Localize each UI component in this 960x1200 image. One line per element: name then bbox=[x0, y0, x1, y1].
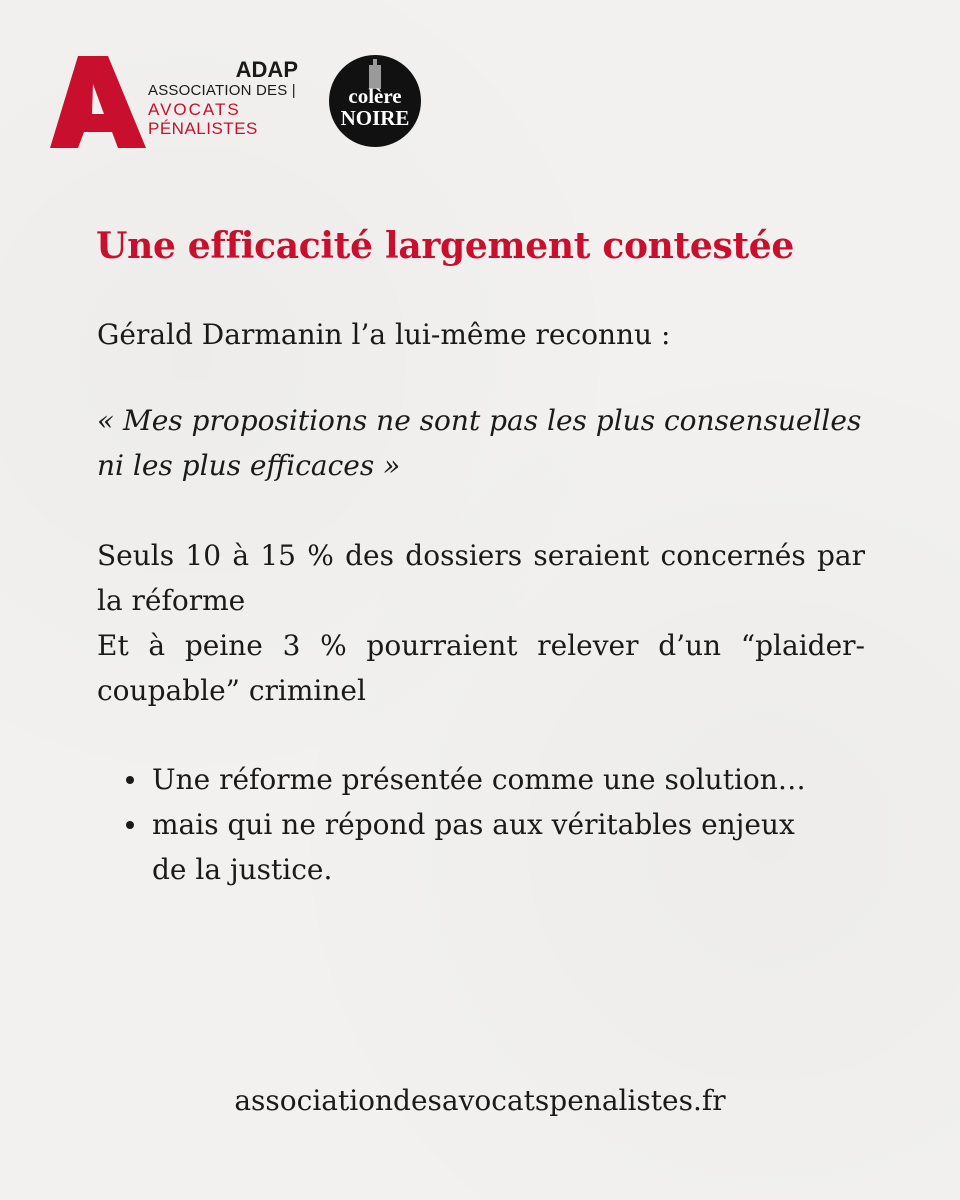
page-title: Une efficacité largement contestée bbox=[96, 225, 794, 267]
list-item bbox=[120, 757, 820, 802]
website-link[interactable]: associationdesavocatspenalistes.fr bbox=[234, 1084, 726, 1117]
bullet-text: Une réforme présentée comme une solution… bbox=[152, 763, 806, 796]
adap-logo bbox=[50, 56, 310, 146]
stats-line-2: Et à peine 3 % pourraient relever d’un “plaider-coupable” criminel bbox=[97, 629, 865, 707]
list-item bbox=[120, 802, 820, 892]
adap-logo-acronym: ADAP bbox=[235, 57, 298, 82]
bullet-icon bbox=[126, 776, 134, 784]
darmanin-quote: « Mes propositions ne sont pas les plus consensuelles ni les plus efficaces » bbox=[97, 404, 862, 482]
statistics-text bbox=[97, 533, 865, 713]
colere-noire-logo bbox=[329, 55, 421, 147]
bullet-list bbox=[120, 757, 820, 892]
adap-logo-line2: ASSOCIATION DES | bbox=[148, 82, 296, 99]
colere-noire-logo-line2: NOIRE bbox=[340, 106, 410, 130]
intro-text: Gérald Darmanin l’a lui-même reconnu : bbox=[97, 318, 671, 351]
adap-logo-text bbox=[148, 58, 298, 138]
colere-noire-logo-line1: colère bbox=[348, 84, 402, 108]
stats-line-1: Seuls 10 à 15 % des dossiers seraient concernés par la réforme bbox=[97, 539, 865, 617]
bullet-icon bbox=[126, 821, 134, 829]
adap-a-logo-icon bbox=[50, 56, 146, 148]
adap-logo-line3: AVOCATS bbox=[148, 100, 241, 119]
adap-logo-line4: PÉNALISTES bbox=[148, 119, 258, 138]
bullet-text: mais qui ne répond pas aux véritables enjeux de la justice. bbox=[152, 808, 795, 886]
